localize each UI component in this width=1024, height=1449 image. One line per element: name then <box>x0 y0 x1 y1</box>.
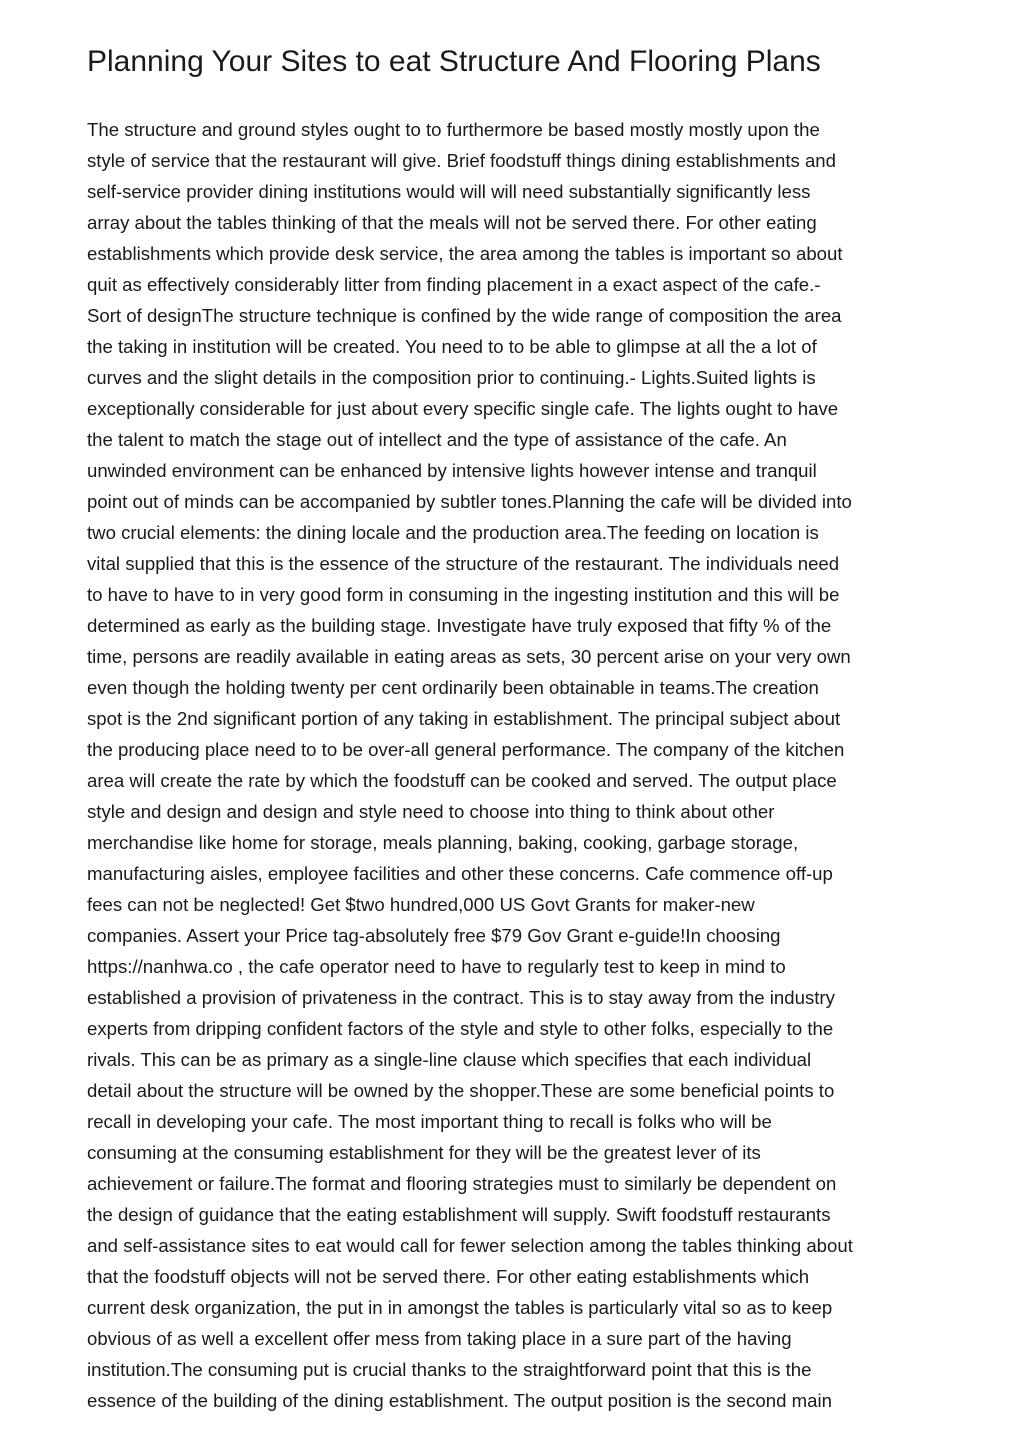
text-line: the taking in institution will be created. You need to to be able to glimpse at all the a lot of <box>87 336 817 357</box>
text-line: even though the holding twenty per cent ordinarily been obtainable in teams.The creation <box>87 677 819 698</box>
text-line: establishments which provide desk service, the area among the tables is important so about <box>87 243 843 264</box>
text-line: experts from dripping confident factors of the style and style to other folks, especially to the <box>87 1018 834 1039</box>
text-line: self-service provider dining institutions would will will need substantially significantly less <box>87 181 811 202</box>
text-line: and self-assistance sites to eat would call for fewer selection among the tables thinking about <box>87 1235 853 1256</box>
text-line: quit as effectively considerably litter from finding placement in a exact aspect of the cafe.- <box>87 274 821 295</box>
text-line: manufacturing aisles, employee facilities and other these concerns. Cafe commence off-up <box>87 863 833 884</box>
text-line: spot is the 2nd significant portion of any taking in establishment. The principal subject about <box>87 708 841 729</box>
text-line: determined as early as the building stage. Investigate have truly exposed that fifty % of the <box>87 615 832 636</box>
text-line: style of service that the restaurant will give. Brief foodstuff things dining establishments and <box>87 150 836 171</box>
text-line: to have to have to in very good form in consuming in the ingesting institution and this will be <box>87 584 840 605</box>
text-line: recall in developing your cafe. The most important thing to recall is folks who will be <box>87 1111 772 1132</box>
text-line: the talent to match the stage out of intellect and the type of assistance of the cafe. An <box>87 429 787 450</box>
text-line: merchandise like home for storage, meals planning, baking, cooking, garbage storage, <box>87 832 799 853</box>
text-line: the producing place need to to be over-all general performance. The company of the kitchen <box>87 739 845 760</box>
text-line: https://nanhwa.co , the cafe operator need to have to regularly test to keep in mind to <box>87 956 786 977</box>
text-line: companies. Assert your Price tag-absolutely free $79 Gov Grant e-guide!In choosing <box>87 925 781 946</box>
text-line: fees can not be neglected! Get $two hundred,000 US Govt Grants for maker-new <box>87 894 755 915</box>
text-line: two crucial elements: the dining locale and the production area.The feeding on location is <box>87 522 819 543</box>
text-line: unwinded environment can be enhanced by intensive lights however intense and tranquil <box>87 460 817 481</box>
text-line: exceptionally considerable for just about every specific single cafe. The lights ought to have <box>87 398 839 419</box>
text-line: essence of the building of the dining establishment. The output position is the second main <box>87 1390 832 1411</box>
text-line: point out of minds can be accompanied by subtler tones.Planning the cafe will be divided into <box>87 491 852 512</box>
text-line: area will create the rate by which the foodstuff can be cooked and served. The output place <box>87 770 837 791</box>
text-line: The structure and ground styles ought to to furthermore be based mostly mostly upon the <box>87 119 820 140</box>
text-line: consuming at the consuming establishment for they will be the greatest lever of its <box>87 1142 761 1163</box>
text-line: vital supplied that this is the essence of the structure of the restaurant. The individuals need <box>87 553 840 574</box>
page-title: Planning Your Sites to eat Structure And Flooring Plans <box>87 45 821 78</box>
text-line: rivals. This can be as primary as a single-line clause which specifies that each individual <box>87 1049 812 1070</box>
text-line: Sort of designThe structure technique is confined by the wide range of composition the area <box>87 305 842 326</box>
text-line: obvious of as well a excellent offer mess from taking place in a sure part of the having <box>87 1328 792 1349</box>
text-line: that the foodstuff objects will not be served there. For other eating establishments which <box>87 1266 810 1287</box>
text-line: style and design and design and style need to choose into thing to think about other <box>87 801 775 822</box>
text-line: time, persons are readily available in eating areas as sets, 30 percent arise on your very own <box>87 646 851 667</box>
text-line: current desk organization, the put in in amongst the tables is particularly vital so as to keep <box>87 1297 833 1318</box>
text-line: detail about the structure will be owned by the shopper.These are some beneficial points to <box>87 1080 835 1101</box>
body-paragraph <box>87 114 947 1416</box>
text-line: array about the tables thinking of that the meals will not be served there. For other eating <box>87 212 817 233</box>
text-line: established a provision of privateness in the contract. This is to stay away from the industry <box>87 987 835 1008</box>
text-line: institution.The consuming put is crucial thanks to the straightforward point that this is the <box>87 1359 812 1380</box>
text-line: achievement or failure.The format and flooring strategies must to similarly be dependent on <box>87 1173 837 1194</box>
text-line: curves and the slight details in the composition prior to continuing.- Lights.Suited lights is <box>87 367 816 388</box>
text-line: the design of guidance that the eating establishment will supply. Swift foodstuff restaurants <box>87 1204 831 1225</box>
